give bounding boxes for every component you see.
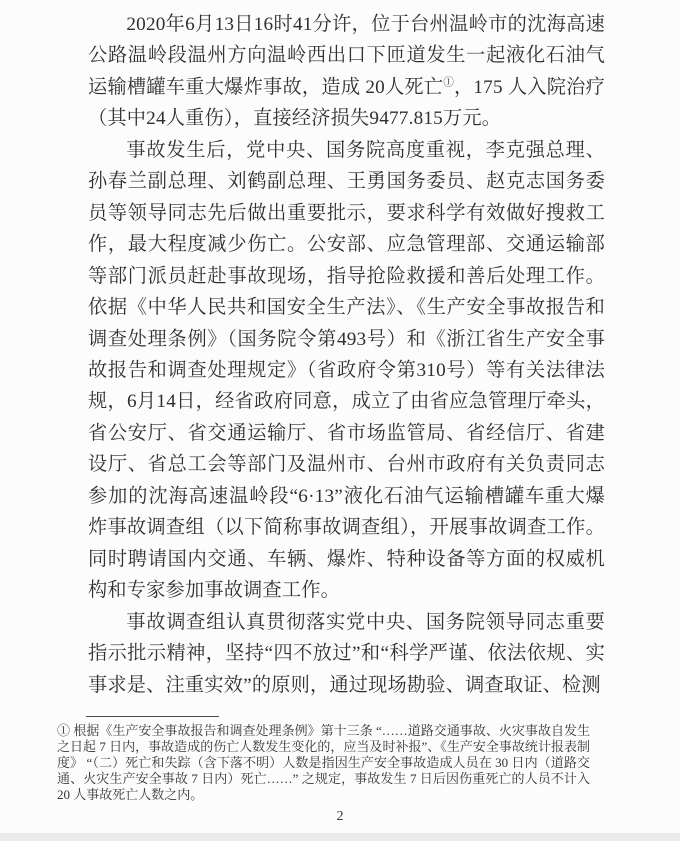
paragraph-investigation-principles: 事故调查组认真贯彻落实党中央、国务院领导同志重要指示批示精神，坚持“四不放过”和“科学严谨、依法依规、实事求是、注重实效”的原则，通过现场勘验、调查取证、检测 [88,611,605,696]
page-number: 2 [336,809,344,824]
footnote [57,723,590,803]
scan-bottom-edge [0,833,680,841]
paragraph-response-and-investigation-team: 事故发生后，党中央、国务院高度重视，李克强总理、孙春兰副总理、刘鹤副总理、王勇国务委员、赵克志国务委员等领导同志先后做出重要批示，要求科学有效做好搜救工作，最大程度减少伤亡。公安部、应急管理部、交通运输部等部门派员赶赴事故现场，指导抢险救援和善后处理工作。依据《中华人民共和国安全生产法》、《生产安全事故报告和调查处理条例》（国务院令第493号）和《浙江省生产安全事故报告和调查处理规定》（省政府令第310号）等有关法律法规，6月14日，经省政府同意，成立了由省应急管理厅牵头，省公安厅、省交通运输厅、省市场监管局、省经信厅、省建设厅、省总工会等部门及温州市、台州市政府有关负责同志参加的沈海高速温岭段“6·13”液化石油气运输槽罐车重大爆炸事故调查组（以下简称事故调查组），开展事故调查工作。同时聘请国内交通、车辆、爆炸、特种设备等方面的权威机构和专家参加事故调查工作。 [88,139,605,602]
footnote-reference-marker: ① [443,77,454,89]
paragraph-text: ，175 人入院治疗（其中24人重伤），直接经济损失9477.815万元。 [88,76,606,130]
paragraph-text: 2020年6月13日16时41分许，位于台州温岭市的沈海高速公路温岭段温州方向温岭西出口下匝道发生一起液化石油气运输槽罐车重大爆炸事故，造成 20人死亡 [88,14,605,98]
footnote-separator-line [86,716,219,717]
paragraph-accident-overview [88,9,605,135]
footnote-text: 根据《生产安全事故报告和调查处理条例》第十三条 “……道路交通事故、火灾事故自发生之日起 7 日内，事故造成的伤亡人数发生变化的，应当及时补报”、《生产安全事故统计报表制度》 “（二）死亡和失踪（含下落不明）人数是指因生产安全事故造成人员在 30 日内（道路交通、火灾生产安全事故 7 日内）死亡……” 之规定，事故发生 7 日后因伤重死亡的人员不计入 20 人事故死亡人数之内。 [57,723,591,802]
document-body [88,9,605,701]
footnote-marker: ① [57,723,71,738]
